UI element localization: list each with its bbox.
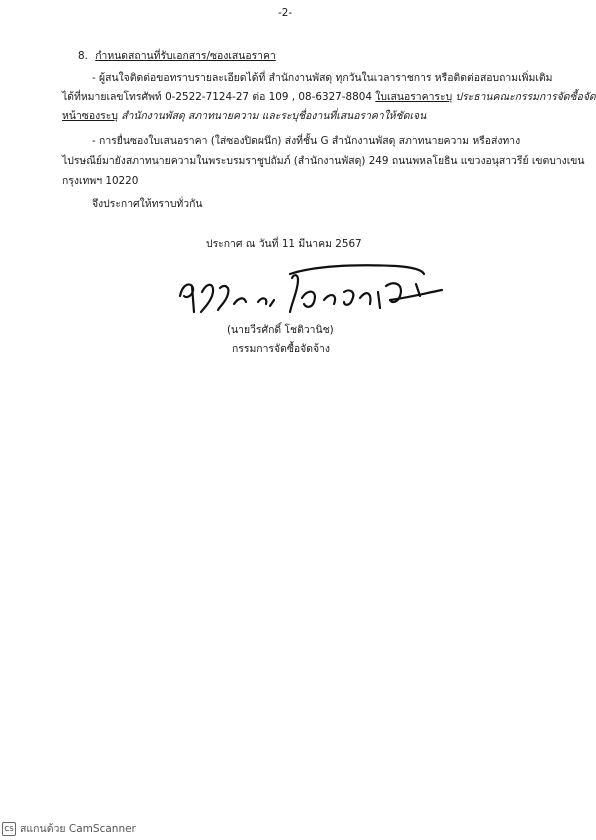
signatory-position: กรรมการจัดซื้อจัดจ้าง (232, 343, 330, 355)
signatory-name: (นายวีรศักดิ์ โชติวานิช) (227, 324, 334, 336)
section-number: 8. (78, 50, 88, 62)
announcement-date: ประกาศ ณ วันที่ 11 มีนาคม 2567 (206, 238, 362, 250)
paragraph-1-line-1: - ผู้สนใจติดต่อขอทราบรายละเอียดได้ที่ สำนักงานพัสดุ ทุกวันในเวลาราชการ หรือติดต่อสอบถามเพิ่มเติม (92, 72, 553, 84)
camscanner-text: สแกนด้วย CamScanner (20, 823, 136, 835)
paragraph-1-line-3 (62, 109, 426, 123)
envelope-address-italic: สำนักงานพัสดุ สภาทนายความ และระบุชื่องานที่เสนอราคาให้ชัดเจน (117, 110, 427, 122)
section-title: กำหนดสถานที่รับเอกสาร/ซองเสนอราคา (95, 50, 276, 62)
paragraph-1-line-2 (62, 90, 596, 104)
camscanner-logo: CS (2, 822, 16, 836)
quote-label-underlined: ใบเสนอราคาระบุ (375, 91, 453, 103)
paragraph-2-line-2: ไปรษณีย์มายังสภาทนายความในพระบรมราชูปถัมภ์ (สำนักงานพัสดุ) 249 ถนนพหลโยธิน แขวงอนุสาวรีย์ เขตบางเขน (62, 155, 585, 167)
announcement-text: จึงประกาศให้ทราบทั่วกัน (92, 198, 203, 210)
envelope-label-underlined: หน้าซองระบุ (62, 110, 118, 122)
handwritten-signature (174, 262, 446, 322)
page-number: -2- (278, 7, 293, 19)
paragraph-2-line-3: กรุงเทพฯ 10220 (62, 175, 139, 187)
phone-numbers-text: ได้ที่หมายเลขโทรศัพท์ 0-2522-7124-27 ต่อ 109 , 08-6327-8804 (62, 91, 376, 103)
quote-recipient-italic: ประธานคณะกรรมการจัดซื้อจัด (452, 91, 596, 103)
camscanner-watermark (2, 822, 136, 836)
section-heading (78, 49, 276, 63)
paragraph-2-line-1: - การยื่นซองใบเสนอราคา (ใส่ซองปิดผนึก) ส่งที่ชั้น G สำนักงานพัสดุ สภาทนายความ หรือส่งทาง (92, 135, 521, 147)
